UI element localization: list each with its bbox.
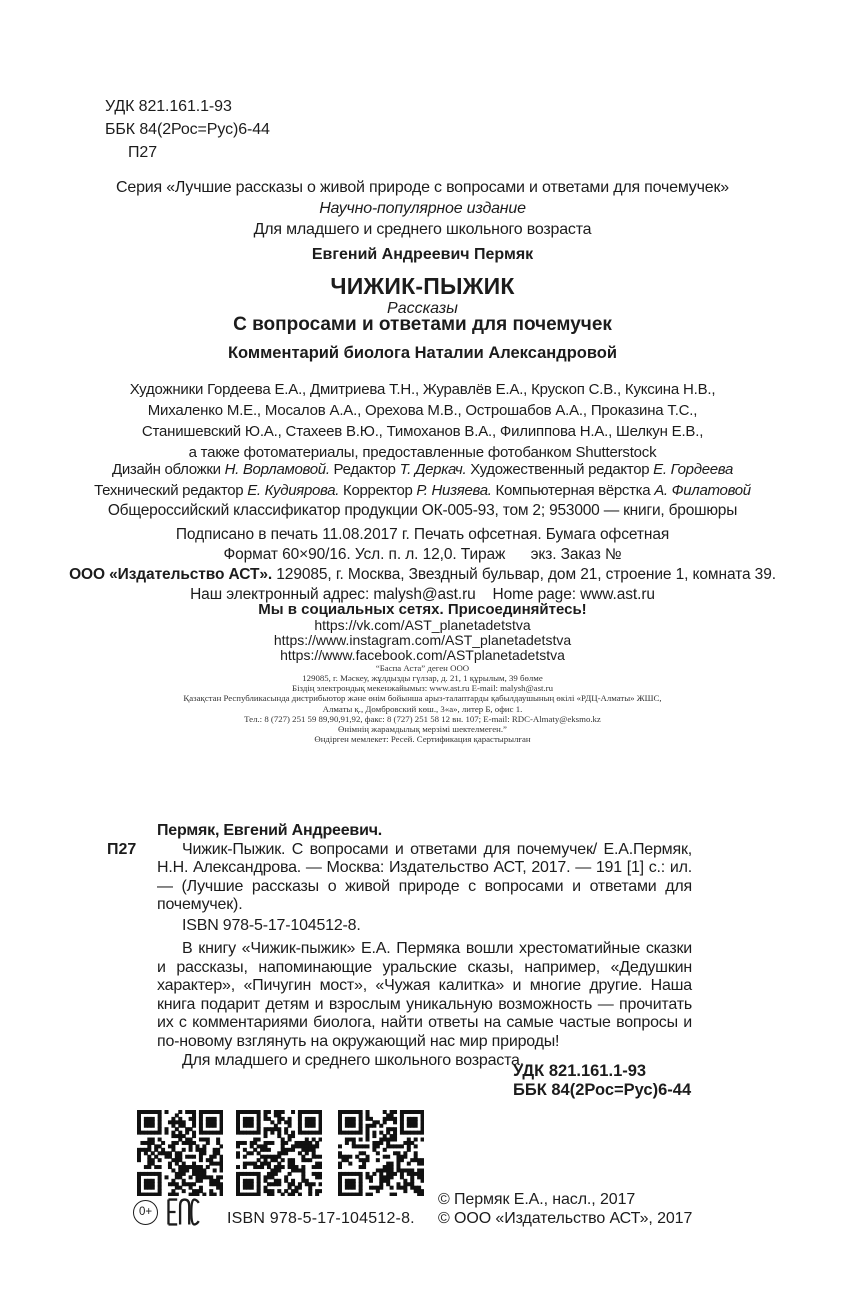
qr-code-icon (236, 1110, 322, 1196)
social-link-url: https://www.facebook.com/ASTplanetadetstva (280, 646, 565, 663)
book-title: ЧИЖИК-ПЫЖИК (330, 273, 515, 299)
artists-credit-line: Станишевский Ю.А., Стахеев В.Ю., Тимоханов В.А., Филиппова Н.А., Шелкун Е.В., (141, 423, 704, 440)
catalog-description: Чижик-Пыжик. С вопросами и ответами для почемучек/ Е.А.Пермяк, Н.Н. Александрова. — Москва: Издательство АСТ, 2017. — 191 [1] с.: ил. — (Лучшие рассказы о живой природе с вопросами и ответами для почемучек). (157, 840, 692, 914)
text-segment: А. Филатовой (654, 482, 751, 499)
print-date-line: Подписано в печать 11.08.2017 г. Печать офсетная. Бумага офсетная (175, 526, 670, 543)
annotation-paragraph: В книгу «Чижик-пыжик» Е.А. Пермяка вошли хрестоматийные сказки и рассказы, напоминающие уральские сказы, например, «Дедушкин характер», «Пичугин мост», «Чужая калитка» и многие другие. Наша книга подарит детям и взрослым уникальную возможность — прочитать их с комментариями биолога, найти ответы на самые частые вопросы и по-новому взглянуть на окружающий нас мир природы! (157, 940, 692, 1050)
author-sign-code: П27 (128, 144, 157, 161)
text-segment: Е. Гордеева (653, 461, 734, 478)
copyright-author: © Пермяк Е.А., насл., 2017 (438, 1191, 636, 1208)
product-classifier-line: Общероссийский классификатор продукции ОК-005-93, том 2; 953000 — книги, брошюры (107, 502, 738, 519)
edition-type: Научно-популярное издание (319, 200, 526, 217)
author-name: Евгений Андреевич Пермяк (311, 246, 534, 263)
distributor-info-line: Өндірген мемлекет: Ресей. Сертификация қарастырылған (314, 734, 531, 745)
classification-codes-bottom (513, 1062, 691, 1099)
bbk-code: ББК 84(2Рос=Рус)6-44 (105, 121, 270, 138)
text-segment: Дизайн обложки (111, 461, 225, 478)
distributor-info-line: Өнімнің жарамдылық мерзімі шектелмеген.” (338, 723, 507, 734)
catalog-author: Пермяк, Евгений Андреевич. (157, 822, 383, 839)
text-segment: Р. Низяева. (416, 482, 492, 499)
text-segment: Редактор (329, 461, 400, 478)
print-format-line: Формат 60×90/16. Усл. п. л. 12,0. Тираж экз. Заказ № (223, 546, 622, 563)
text-segment: Т. Деркач. (399, 461, 467, 478)
editorial-staff-credits (0, 459, 845, 501)
text-segment: ООО «Издательство АСТ». (69, 566, 273, 583)
series-title: Серия «Лучшие рассказы о живой природе с вопросами и ответами для почемучек» (116, 179, 729, 196)
distributor-info-line: “Баспа Аста” деген ООО (375, 663, 470, 673)
artists-credit-line: Художники Гордеева Е.А., Дмитриева Т.Н., Журавлёв Е.А., Крускоп С.В., Куксина Н.В., (129, 381, 716, 398)
publisher-block (0, 565, 845, 604)
catalog-card (157, 822, 692, 952)
text-segment: 129085, г. Москва, Звездный бульвар, дом 21, строение 1, комната 39. (272, 566, 776, 583)
artists-credit-line: Михаленко М.Е., Мосалов А.А., Орехова М.В., Острошабов А.А., Проказина Т.С., (147, 402, 698, 419)
text-segment: Технический редактор (94, 482, 248, 499)
artists-credits (0, 379, 845, 463)
text-segment: Компьютерная вёрстка (491, 482, 655, 499)
classification-codes-top (105, 95, 270, 164)
genre-line: Рассказы (387, 300, 458, 317)
print-info-block (0, 525, 845, 565)
distributor-info-line: Тел.: 8 (727) 251 59 89,90,91,92, факс: 8 (727) 251 58 12 вн. 107; E-mail: RDC-Almaty@eksmo.kz (244, 713, 601, 724)
social-links (0, 618, 845, 662)
qr-code-icon (338, 1110, 424, 1196)
publisher-address-line (0, 565, 845, 585)
social-link-url: https://www.instagram.com/AST_planetadetstva (273, 631, 572, 648)
series-block (0, 177, 845, 240)
annotation-age-line: Для младшего и среднего школьного возраста. (182, 1051, 525, 1069)
footer-isbn: ISBN 978-5-17-104512-8. (227, 1210, 415, 1227)
udk-code-bottom: УДК 821.161.1-93 (513, 1062, 647, 1080)
artists-credit-line: а также фотоматериалы, предоставленные фотобанком Shutterstock (188, 444, 657, 461)
bbk-code-bottom: ББК 84(2Рос=Рус)6-44 (513, 1080, 692, 1099)
book-subtitle: С вопросами и ответами для почемучек (233, 314, 612, 335)
text-segment: Е. Кудиярова. (247, 482, 340, 499)
social-media-block (0, 601, 845, 662)
staff-credit-line (0, 480, 845, 501)
publisher-email-line: Наш электронный адрес: malysh@ast.ru Home page: www.ast.ru (190, 585, 655, 603)
annotation-block (157, 940, 692, 1070)
commentary-credit: Комментарий биолога Наталии Александровой (227, 344, 618, 362)
social-heading: Мы в социальных сетях. Присоединяйтесь! (258, 601, 587, 618)
qr-code-icon (137, 1110, 223, 1196)
copyright-publisher: © ООО «Издательство АСТ», 2017 (438, 1209, 693, 1227)
catalog-author-code: П27 (107, 841, 137, 858)
text-segment: Н. Ворламовой. (224, 461, 330, 478)
distributor-info-line: Қазақстан Республикасында дистрибьютор және өнім бойынша арыз-талаптарды қабылдаушының өкілі «РДЦ-Алматы» ЖШС, (183, 693, 662, 704)
udk-code: УДК 821.161.1-93 (105, 98, 232, 115)
staff-credit-line (0, 459, 845, 480)
text-segment: Корректор (339, 482, 417, 499)
text-segment: Художественный редактор (466, 461, 654, 478)
distributor-info-line: Біздің электрондық мекенжайымыз: www.ast.ru E-mail: malysh@ast.ru (292, 683, 553, 694)
age-audience-line: Для младшего и среднего школьного возраста (253, 221, 592, 238)
eac-conformity-mark-icon (166, 1197, 200, 1232)
social-link-url: https://vk.com/AST_planetadetstva (314, 617, 531, 633)
age-rating-badge: 0+ (133, 1200, 158, 1225)
kazakhstan-distributor-block (0, 663, 845, 744)
copyright-block (438, 1191, 692, 1228)
distributor-info-line: 129085, г. Мәскеу, жұлдызды гүлзар, д. 21, 1 құрылым, 39 бөлме (302, 673, 543, 684)
distributor-info-line: Алматы қ., Домбровский көш., 3«а», литер Б, офис 1. (322, 703, 523, 714)
catalog-isbn: ISBN 978-5-17-104512-8. (182, 916, 361, 934)
